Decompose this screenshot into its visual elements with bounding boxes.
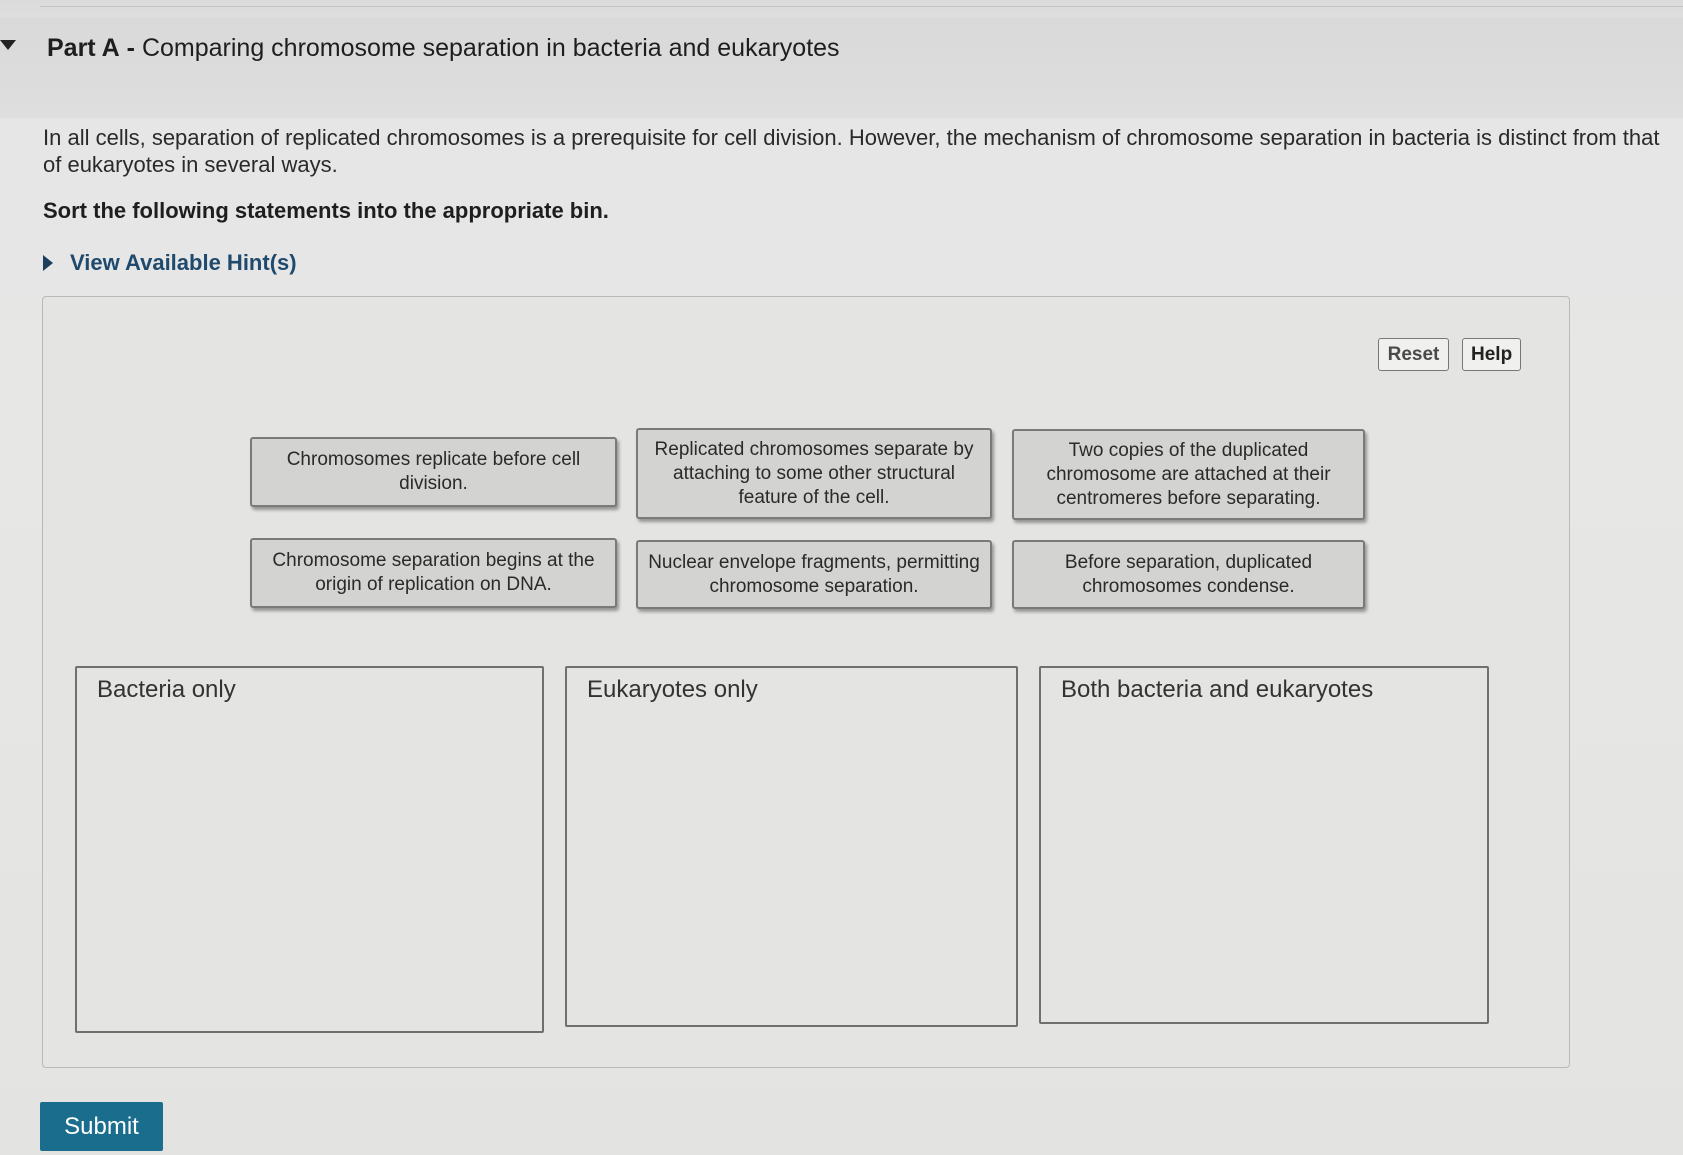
bin-bacteria-only[interactable] <box>75 666 544 1033</box>
draggable-item[interactable]: Before separation, duplicated chromosomes condense. <box>1012 540 1365 609</box>
bin-label: Bacteria only <box>97 676 236 703</box>
bin-label: Both bacteria and eukaryotes <box>1061 676 1374 703</box>
collapse-caret-icon[interactable] <box>0 40 16 50</box>
draggable-item[interactable]: Two copies of the duplicated chromosome are attached at their centromeres before separating. <box>1012 429 1365 520</box>
part-header <box>0 18 1683 118</box>
bin-eukaryotes-only[interactable] <box>565 666 1018 1027</box>
intro-text: In all cells, separation of replicated chromosomes is a prerequisite for cell division. However, the mechanism of chromosome separation in bacteria is distinct from that of eukaryotes in several ways. <box>43 125 1660 177</box>
view-hints-label[interactable]: View Available Hint(s) <box>70 250 297 275</box>
top-divider <box>40 6 1683 7</box>
part-title-text: Comparing chromosome separation in bacteria and eukaryotes <box>141 34 840 62</box>
submit-button[interactable]: Submit <box>40 1102 163 1151</box>
bin-both-bacteria-and-eukaryotes[interactable] <box>1039 666 1489 1024</box>
draggable-item[interactable]: Nuclear envelope fragments, permitting chromosome separation. <box>636 540 992 609</box>
part-title <box>47 34 840 63</box>
bin-label: Eukaryotes only <box>587 676 758 703</box>
view-hints-toggle[interactable] <box>43 248 297 278</box>
part-label: Part A <box>47 34 120 62</box>
part-separator: - <box>126 34 135 62</box>
draggable-item[interactable]: Chromosomes replicate before cell division. <box>250 437 617 507</box>
reset-button[interactable]: Reset <box>1378 338 1449 371</box>
draggable-item[interactable]: Chromosome separation begins at the origin of replication on DNA. <box>250 538 617 608</box>
instruction-text: Sort the following statements into the appropriate bin. <box>43 198 609 223</box>
help-button[interactable]: Help <box>1462 338 1521 371</box>
draggable-item[interactable]: Replicated chromosomes separate by attaching to some other structural feature of the cell. <box>636 428 992 519</box>
caret-right-icon <box>43 255 53 271</box>
